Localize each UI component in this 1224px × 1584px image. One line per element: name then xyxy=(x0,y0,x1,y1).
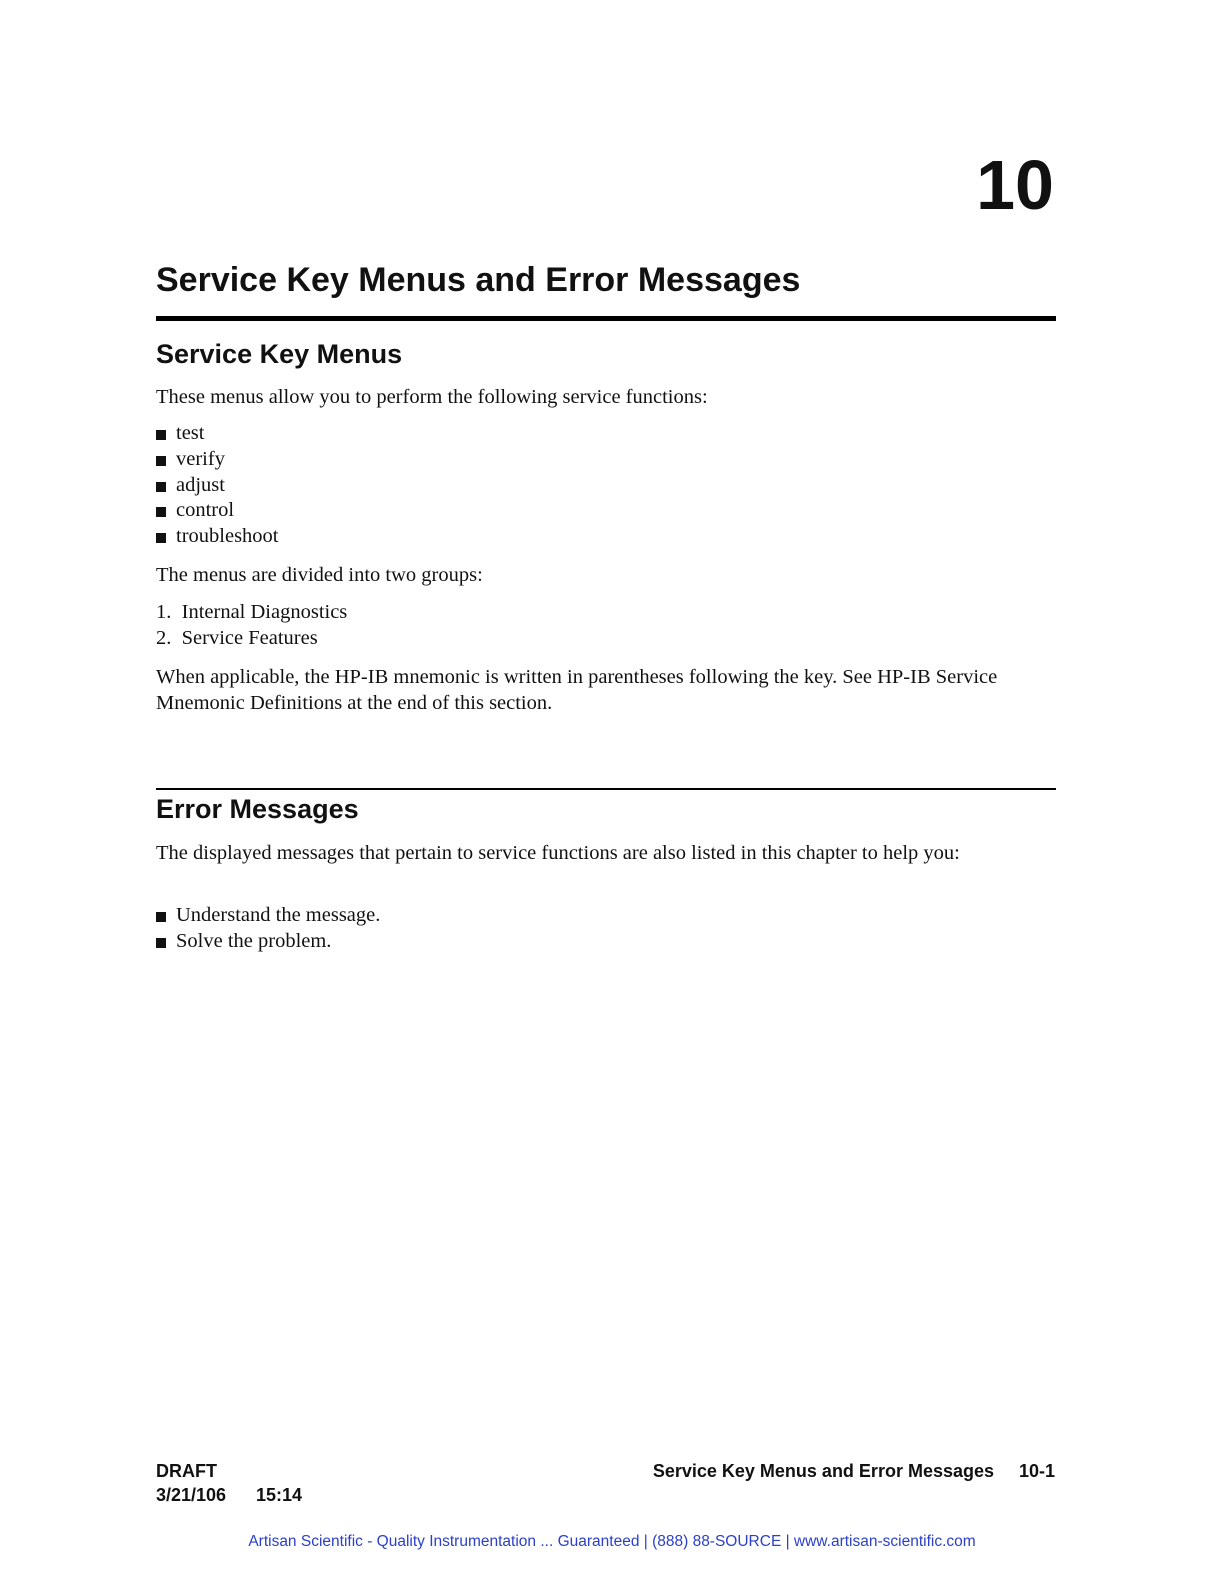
bullet-square-icon xyxy=(156,507,166,517)
bullet-square-icon xyxy=(156,938,166,948)
menu-groups-intro: The menus are divided into two groups: xyxy=(156,564,483,586)
bullet-square-icon xyxy=(156,430,166,440)
list-item-text: verify xyxy=(176,447,225,470)
service-key-menus-heading: Service Key Menus xyxy=(156,339,403,369)
service-key-menus-intro: These menus allow you to perform the following service functions: xyxy=(156,386,708,408)
list-item-text: troubleshoot xyxy=(176,525,279,548)
footer-date: 3/21/106 xyxy=(156,1485,227,1505)
list-item-text: adjust xyxy=(176,473,225,496)
bullet-square-icon xyxy=(156,533,166,543)
chapter-number: 10 xyxy=(976,146,1054,224)
list-item-text: control xyxy=(176,499,235,522)
footer-page-number: 10-1 xyxy=(1018,1461,1055,1481)
error-messages-intro: The displayed messages that pertain to service functions are also listed in this chapter to help you: xyxy=(156,842,960,864)
menu-groups-list xyxy=(156,600,347,652)
error-messages-heading: Error Messages xyxy=(156,794,359,824)
list-item xyxy=(156,447,279,473)
list-item-text: Understand the message. xyxy=(176,904,381,926)
title-divider xyxy=(156,316,1056,321)
list-item xyxy=(156,903,380,929)
list-item-text: test xyxy=(176,422,205,444)
error-message-purposes-list xyxy=(156,903,380,955)
list-item xyxy=(156,524,279,550)
footer-time: 15:14 xyxy=(256,1485,303,1505)
list-item xyxy=(156,421,279,447)
footer-running-title: Service Key Menus and Error Messages xyxy=(652,1461,994,1481)
list-item: 2. Service Features xyxy=(156,626,318,649)
list-item xyxy=(156,929,380,955)
list-item xyxy=(156,498,279,524)
bullet-square-icon xyxy=(156,482,166,492)
chapter-title: Service Key Menus and Error Messages xyxy=(156,261,801,299)
footer-draft-label: DRAFT xyxy=(156,1461,217,1481)
list-item xyxy=(156,473,279,499)
list-item: 1. Internal Diagnostics xyxy=(156,601,348,623)
hpib-mnemonic-note: When applicable, the HP-IB mnemonic is written in parentheses following the key. See HP-IB Service Mnemonic Definitions at the end of this section. xyxy=(156,666,998,714)
bullet-square-icon xyxy=(156,912,166,922)
section-divider xyxy=(156,788,1056,790)
service-functions-list xyxy=(156,421,279,550)
vendor-banner-link[interactable]: Artisan Scientific - Quality Instrumentation ... Guaranteed | (888) 88-SOURCE | www.artisan-scientific.com xyxy=(248,1533,976,1550)
list-item-text: Solve the problem. xyxy=(176,929,332,952)
bullet-square-icon xyxy=(156,456,166,466)
